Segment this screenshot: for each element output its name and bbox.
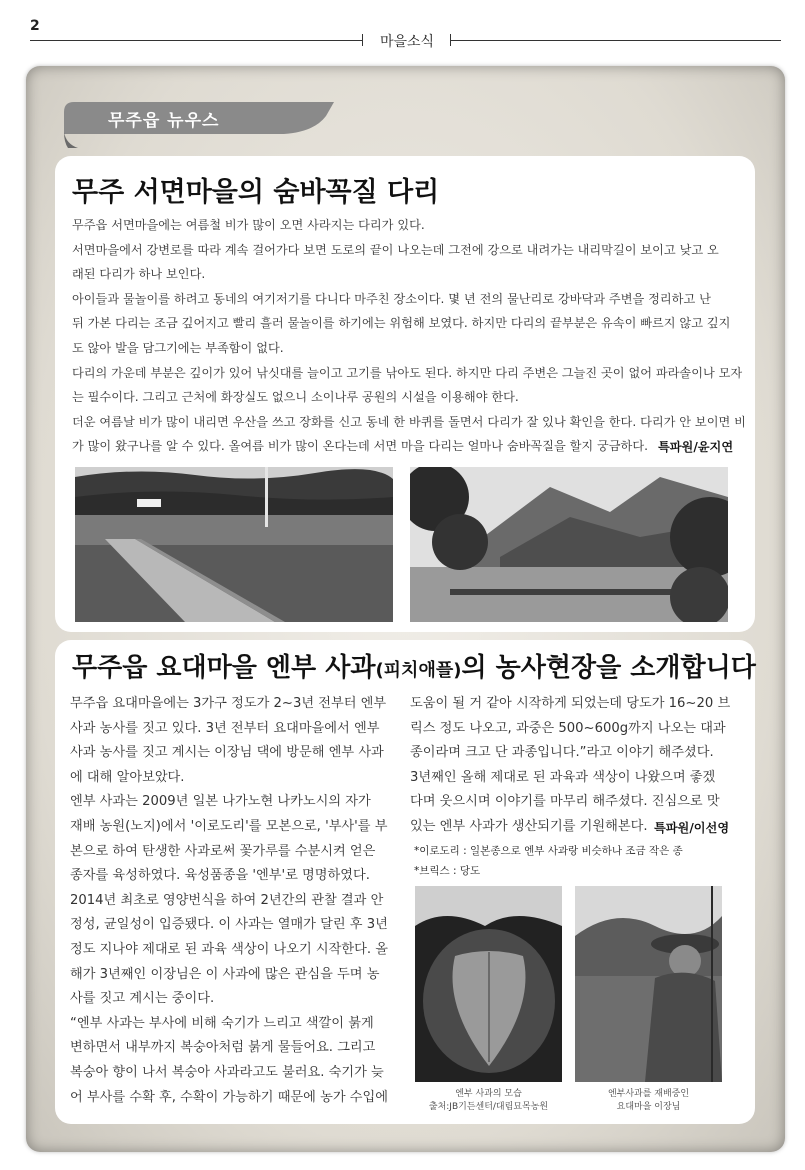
text-line: 다며 웃으시며 이야기를 마무리 해주셨다. 진심으로 맛 (410, 794, 720, 810)
text-line: 무주읍 요대마을에는 3가구 정도가 2~3년 전부터 엔부 (70, 696, 387, 711)
text-line: 3년째인 올해 제대로 된 과육과 색상이 나왔으며 좋겠 (410, 769, 716, 785)
article2-byline: 특파원/이선영 (654, 821, 730, 835)
text-line: 정성, 균일성이 입증됐다. 이 사과는 열매가 달린 후 3년 (70, 917, 388, 933)
farmer-photo (575, 886, 722, 1082)
text-line: *이로도리 : 일본종으로 엔부 사과랑 비슷하나 조금 작은 종 (414, 845, 683, 857)
apple-photo-caption: 엔부 사과의 모습 출처:JB기든센터/대림묘목농원 (428, 1089, 549, 1112)
text-line: 종자를 육성하였다. 육성품종을 '엔부'로 명명하였다. (70, 868, 370, 884)
text-line: 변하면서 내부까지 복숭아처럼 붉게 물들어요. 그리고 (70, 1040, 376, 1056)
text-line: 정도 지나야 제대로 된 과육 색상이 나오기 시작한다. 올 (70, 942, 388, 957)
text-line: “엔부 사과는 부사에 비해 숙기가 느리고 색깔이 붉게 (70, 1015, 374, 1031)
text-line: 복숭아 향이 나서 복숭아 사과라고도 불러요. 숙기가 늦 (70, 1065, 384, 1080)
text-line: 아이들과 물놀이를 하려고 동네의 여기저기를 다니다 마주친 장소이다. 몇 년 전의 물난리로 강바닥과 주변을 정리하고 난 (72, 291, 711, 306)
text-line: 사과 농사를 짓고 있다. 3년 전부터 요대마을에서 엔부 (70, 720, 380, 736)
text-line: *브릭스 : 당도 (414, 864, 481, 877)
article1-title: 무주 서면마을의 숨바꼭질 다리 (72, 177, 440, 208)
text-line: 종이라며 크고 단 과종입니다.”라고 이야기 해주셨다. (410, 745, 714, 761)
text-line: 재배 농원(노지)에서 '이로도리'를 모본으로, '부사'를 부 (70, 819, 388, 834)
text-line: 더운 여름날 비가 많이 내리면 우산을 쓰고 장화를 신고 동네 한 바퀴를 돌면서 다리가 잘 있나 확인을 한다. 다리가 안 보이면 비 (72, 414, 746, 429)
header-rule-right (451, 40, 781, 41)
header-rule-left (30, 40, 363, 41)
text-line: 래된 다리가 하나 보인다. (72, 267, 206, 282)
farmer-photo-caption: 엔부사과를 재배중인 요대마을 이장님 (607, 1089, 690, 1112)
header-tick-left (362, 34, 363, 46)
text-line: 릭스 정도 나오고, 과중은 500~600g까지 나오는 대과 (410, 720, 726, 736)
text-line: 2014년 최초로 영양번식을 하여 2년간의 관찰 결과 안 (70, 892, 384, 908)
apple-photo (415, 886, 562, 1082)
text-line: 는 필수이다. 그리고 근처에 화장실도 없으니 소이나루 공원의 시설을 이용해야 한다. (72, 390, 519, 405)
text-line: 서면마을에서 강변로를 따라 계속 걸어가다 보면 도로의 끝이 나오는데 그전에 강으로 내려가는 내리막길이 보이고 낮고 오 (72, 242, 719, 257)
section-title: 마을소식 (379, 34, 435, 50)
text-line: 가 많이 왔구나를 알 수 있다. 올여름 비가 많이 온다는데 서면 마을 다리는 얼마나 숨바꼭질을 할지 궁금하다. (72, 439, 648, 454)
text-line: 본으로 하여 탄생한 사과로써 꽃가루를 수분시켜 얻은 (70, 843, 376, 859)
banner-label: 무주읍 뉴우스 (108, 111, 220, 131)
bridge-photo-1 (75, 467, 393, 622)
text-line: 다리의 가운데 부분은 깊이가 있어 낚싯대를 늘이고 고기를 낚아도 된다. 하지만 다리 주변은 그늘진 곳이 없어 파라솔이나 모자 (72, 365, 743, 380)
text-line: 에 대해 알아보았다. (70, 769, 185, 785)
page-number: 2 (30, 18, 40, 34)
text-line: 도 않아 발을 담그기에는 부족함이 없다. (72, 341, 284, 355)
text-line: 사과 농사를 짓고 계시는 이장님 댁에 방문해 엔부 사과 (70, 745, 384, 761)
text-line: 해가 3년째인 이장님은 이 사과에 많은 관심을 두며 농 (70, 966, 380, 982)
text-line: 있는 엔부 사과가 생산되기를 기원해본다. (410, 819, 648, 834)
text-line: 엔부 사과는 2009년 일본 나가노현 나카노시의 자가 (70, 794, 371, 810)
text-line: 사를 짓고 계시는 중이다. (70, 991, 215, 1007)
bridge-photo-2 (410, 467, 728, 622)
text-line: 무주읍 서면마을에는 여름철 비가 많이 오면 사라지는 다리가 있다. (72, 218, 425, 232)
article2-title: 무주읍 요대마을 엔부 사과(피치애플)의 농사현장을 소개합니다 (72, 653, 756, 683)
article1-byline: 특파원/윤지연 (658, 440, 734, 454)
text-line: 뒤 가본 다리는 조금 깊어지고 빨리 흘러 물놀이를 하기에는 위험해 보였다. 하지만 다리의 끝부분은 유속이 빠르지 않고 깊지 (72, 316, 731, 331)
text-line: 어 부사를 수확 후, 수확이 가능하기 때문에 농가 수입에 (70, 1089, 388, 1105)
text-line: 도움이 될 거 같아 시작하게 되었는데 당도가 16~20 브 (410, 696, 731, 711)
